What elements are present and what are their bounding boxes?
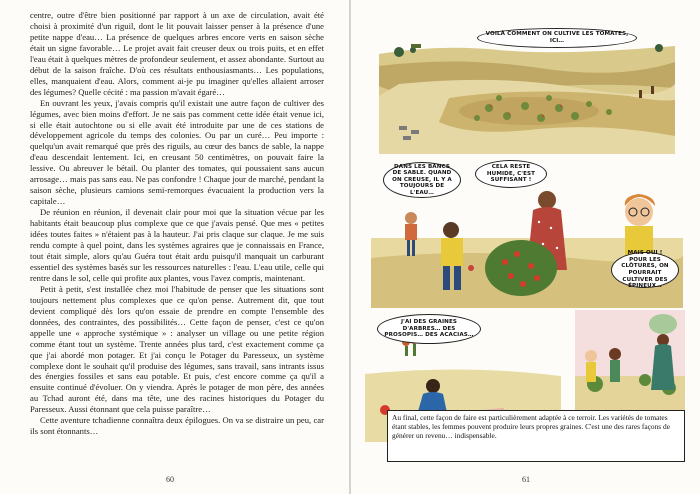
- paragraph: Cette aventure tchadienne connaîtra deux épilogues. On va se distraire un peu, car ils sont étonnants…: [30, 415, 324, 437]
- page-number: 61: [522, 475, 530, 484]
- paragraph: Petit à petit, s'est installée chez moi l'habitude de penser que les situations sont toujours nettement plus complexes que ce qu'on pense. Autrement dit, que tout devient compliqué dès lors qu'on essaie de prendre en compte l'ensemble des données, des contraintes, des possibilités… Cette façon de penser, c'est ce qu'on appelle une « approche systémique » : analyser un village ou une petite région comme étant tout un système. Trente années plus tard, c'est exactement comme ça que j'ai abordé mon potager. Et j'ai conçu le Potager du Paresseux, un système complexe dont le souhait qu'il produise des légumes, sans travail, sans intrants issus des énergies fossiles et sans eau potable. Et puis, c'est encore comme ça qu'il a ensuite continué d'évoluer. On y viendra. Après le potager de mon père, des années au Tchad auront été, dans ma tête, une des racines historiques du Potager du Paresseux. Aussi étonnant que cela puisse paraître…: [30, 283, 324, 415]
- speech-balloon: CELA RESTE HUMIDE, C'EST SUFFISANT !: [475, 160, 547, 188]
- right-page: [351, 0, 700, 494]
- narrative-caption: Au final, cette façon de faire est particulièrement adaptée à ce terroir. Les variétés de tomates étant stables, les femmes pouvent produire leurs propres graines. C'est une des rares façons de générer un revenu… indispensable.: [387, 410, 685, 462]
- paragraph: En ouvrant les yeux, j'avais compris qu'il existait une autre façon de cultiver des légumes, avec bien moins d'effort. Je ne sais pas comment cette idée était venue ici, si elle était autochtone ou si elle avait été introduite par une de ces stations de développement agricole du temps des colonies. Ou par un curé… Peu importe : quelqu'un avait remarqué que près des riguils, au cœur des bancs de sable, la nappe d'eau descendait lentement. Ici, en creusant 50 centimètres, on pouvait faire la lessive. Ou abreuver le bétail. Ou planter des tomates, qui poussaient sans aucun arrosage… mais pas sans eau. Ne pas confondre ! Chaque jour de marché, pendant la saison sèche, plusieurs camions semi-remorques évacuaient la production vers la capitale…: [30, 97, 324, 207]
- paragraph: centre, outre d'être bien positionné par rapport à un axe de circulation, avait été choisi à proximité d'un riguil, dont le lit pouvait laisser penser à la présence d'une petite nappe d'eau… La présence de quelques arbres encore verts en saison sèche était un signe favorable… Le projet avait fait creuser deux ou trois puits, et en effet l'eau était à quelques mètres de profondeur seulement, et assez abondante. Surtout au début de la saison fraîche. D'où ces résultats enthousiasmants… Les populations, elles, manquaient d'eau. Alors, comment ai-je pu imaginer qu'elles allaient arroser des légumes? Quelle cécité : ma passion m'avait égaré…: [30, 10, 324, 97]
- page-number: 60: [166, 475, 174, 484]
- comic-panel-characters: [371, 158, 683, 308]
- tomato-bush: [485, 240, 557, 296]
- left-page: [0, 0, 349, 494]
- comic-panel-landscape: [379, 26, 675, 154]
- paragraph: De réunion en réunion, il devenait clair pour moi que la situation vécue par les habitants était beaucoup plus complexe que ce que j'avais pensé. Que mes « petites idées toutes faites » n'étaient pas à la hauteur. J'ai pris claque sur claque. Je me suis rendu compte à quel point, dans les systèmes agraires que je connaissais en France, tout était simple, alors qu'au Guéra tout était ardu puisqu'il manquait un carburant essentiel des systèmes basés sur les ressources naturelles : l'eau. L'eau utile, celle qui rentre dans le sol, celle qui profite aux plantes, vous l'avez compris, maintenant.: [30, 207, 324, 283]
- speech-balloon: VOILÀ COMMENT ON CULTIVE LES TOMATES, ICI…: [477, 28, 637, 48]
- speech-balloon: MAIS OUI ! POUR LES CLÔTURES, ON POURRAIT CULTIVER DES ÉPINEUX…: [611, 252, 679, 288]
- left-page-text: [30, 10, 324, 437]
- speech-balloon: J'AI DES GRAINES D'ARBRES… DES PROSOPIS… DES ACACIAS…: [377, 314, 481, 344]
- speech-balloon: DANS LES BANCS DE SABLE. QUAND ON CREUSE, IL Y A TOUJOURS DE L'EAU…: [383, 162, 461, 198]
